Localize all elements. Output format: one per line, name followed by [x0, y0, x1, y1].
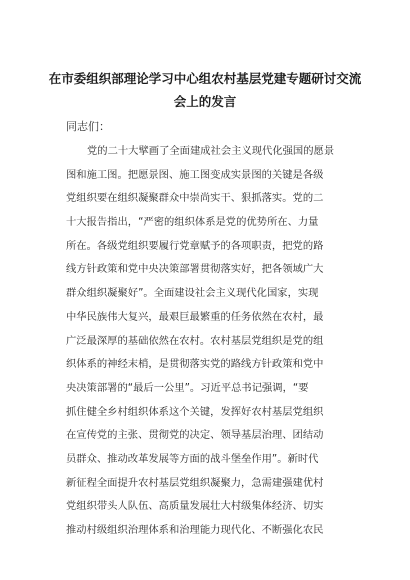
body-line: 推动村级组织治理体系和治理能力现代化、不断强化农民 [66, 524, 324, 536]
body-line: 抓住健全乡村组织体系这个关键，发挥好农村基层党组织 [66, 405, 324, 418]
body-line: 织体系的神经末梢，是贯彻落实党的路线方针政策和党中 [66, 358, 324, 371]
salutation: 同志们： [66, 120, 110, 133]
body-line: 广泛最深厚的基础依然在农村。农村基层党组织是党的组 [66, 334, 324, 347]
document-title-line-1: 在市委组织部理论学习中心组农村基层党建专题研讨交流 [48, 71, 362, 86]
body-line: 新征程全面提升农村基层党组织凝聚力，急需建强建优村 [66, 476, 324, 489]
document-title-line-2: 会上的发言 [173, 94, 237, 109]
body-line: 十大报告指出，“严密的组织体系是党的优势所在、力量 [66, 216, 319, 229]
body-text [66, 140, 366, 543]
body-line: 央决策部署的“最后一公里”。习近平总书记强调，“要 [66, 381, 309, 394]
body-line: 党组织带头人队伍、高质量发展壮大村级集体经济、切实 [66, 500, 324, 513]
body-line: 所在。各级党组织要履行党章赋予的各项职责，把党的路 [66, 239, 324, 252]
body-line: 图和施工图。把愿景图、施工图变成实景图的关键是各级 [66, 168, 324, 181]
body-line: 中华民族伟大复兴，最艰巨最繁重的任务依然在农村，最 [66, 310, 324, 323]
body-line: 群众组织凝聚好”。全面建设社会主义现代化国家，实现 [66, 287, 319, 300]
body-line: 员群众、推动改革发展等方面的战斗堡垒作用”。新时代 [66, 452, 319, 465]
body-line: 线方针政策和党中央决策部署贯彻落实好，把各领域广大 [66, 263, 324, 276]
body-line: 党组织要在组织凝聚群众中崇尚实干、狠抓落实。党的二 [66, 192, 324, 205]
body-line: 在宣传党的主张、贯彻党的决定、领导基层治理、团结动 [66, 429, 324, 442]
body-line: 党的二十大擘画了全面建成社会主义现代化强国的愿景 [87, 145, 335, 157]
